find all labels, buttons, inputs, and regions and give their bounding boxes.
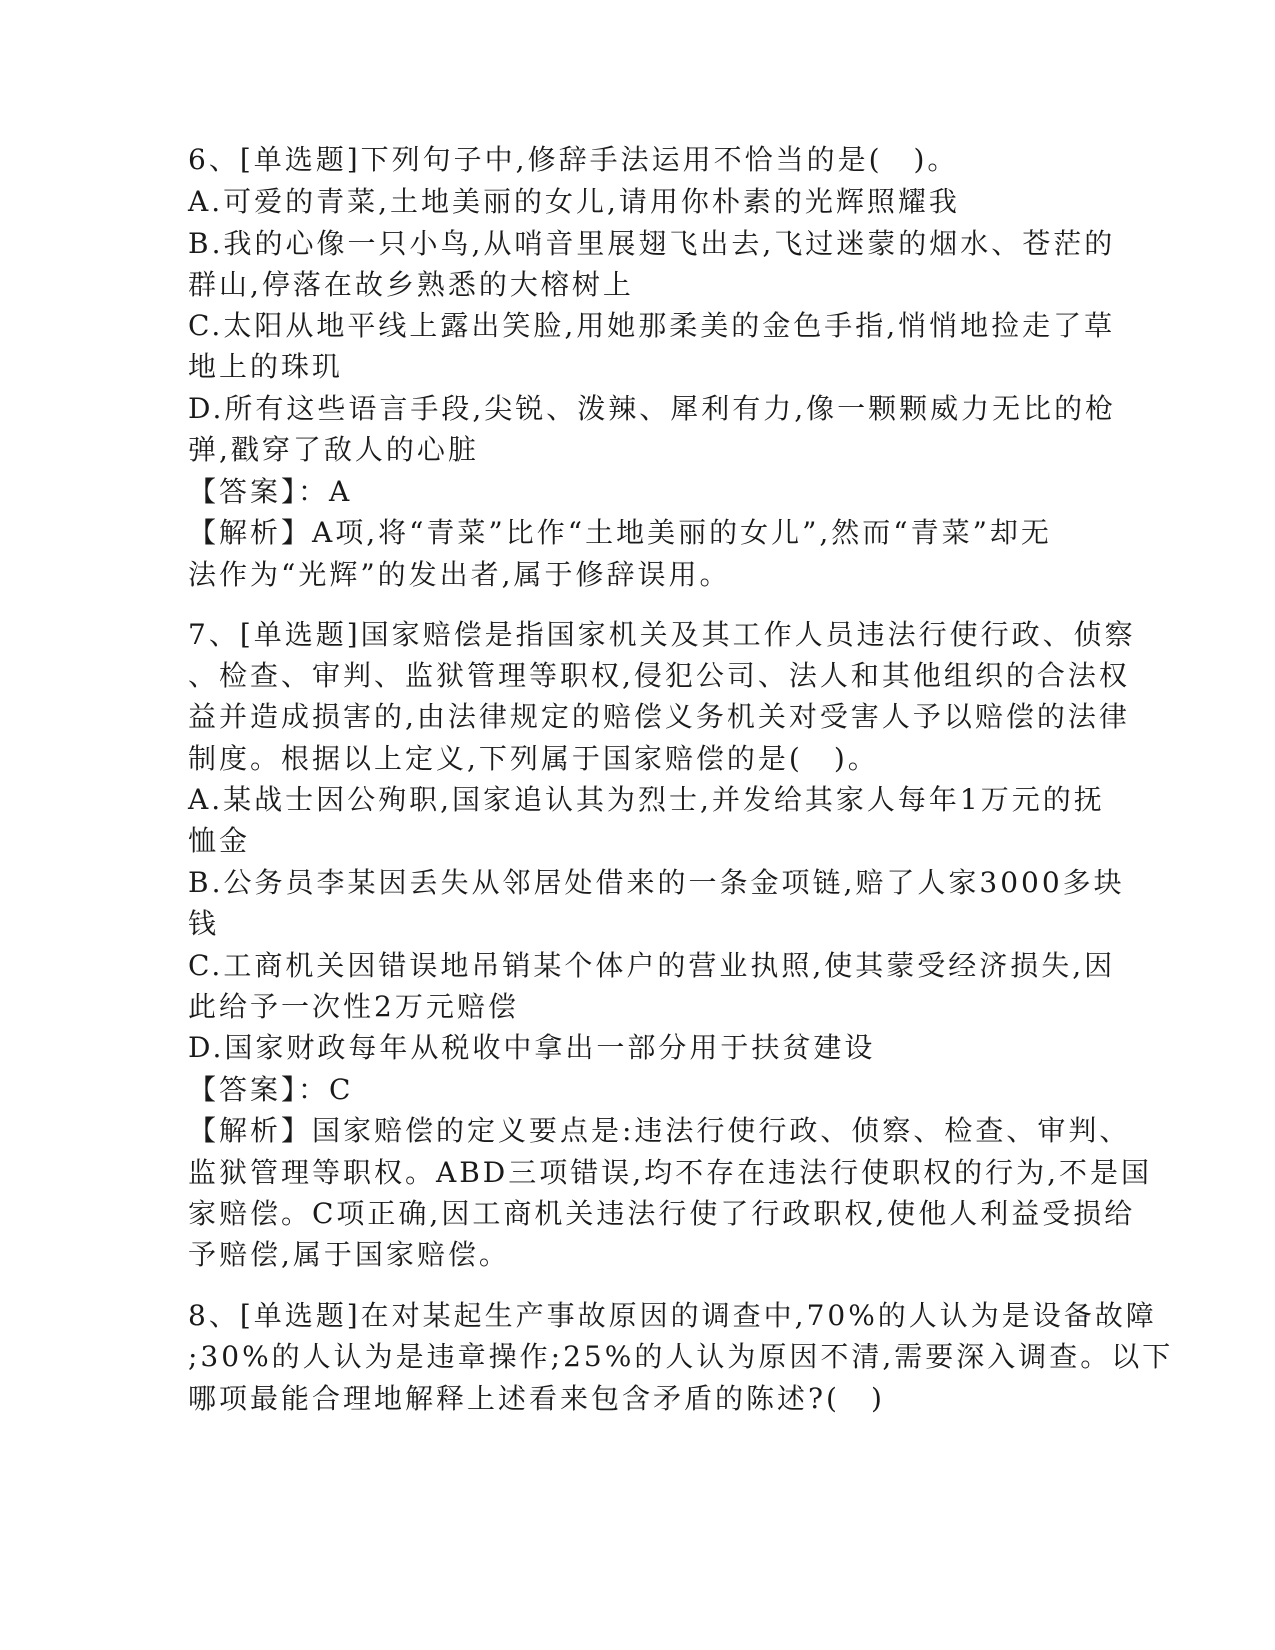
explanation-line-2: 监狱管理等职权。ABD三项错误,均不存在违法行使职权的行为,不是国 [188,1156,1153,1189]
question-stem-line-2: ;30%的人认为是违章操作;25%的人认为原因不清,需要深入调查。以下 [188,1340,1174,1373]
option-b: B.公务员李某因丢失从邻居处借来的一条金项链,赔了人家3000多块 [188,866,1125,899]
answer: 【答案】：A [188,475,353,508]
explanation-continued: 法作为“光辉”的发出者,属于修辞误用。 [188,558,731,591]
explanation-line-3: 家赔偿。C项正确,因工商机关违法行使了行政职权,使他人利益受损给 [188,1197,1136,1230]
option-d: D.所有这些语言手段,尖锐、泼辣、犀利有力,像一颗颗威力无比的枪 [188,392,1117,425]
question-stem-line-3: 哪项最能合理地解释上述看来包含矛盾的陈述?( ) [188,1382,885,1415]
question-stem-line-3: 益并造成损害的,由法律规定的赔偿义务机关对受害人予以赔偿的法律 [188,700,1130,733]
option-a: A.某战士因公殉职,国家追认其为烈士,并发给其家人每年1万元的抚 [188,783,1105,816]
option-c: C.工商机关因错误地吊销某个体户的营业执照,使其蒙受经济损失,因 [188,949,1116,982]
option-c-continued: 此给予一次性2万元赔偿 [188,990,519,1023]
option-d-continued: 弹,戳穿了敌人的心脏 [188,433,479,466]
question-stem: 7、[单选题]国家赔偿是指国家机关及其工作人员违法行使行政、侦察 [188,618,1136,651]
option-c: C.太阳从地平线上露出笑脸,用她那柔美的金色手指,悄悄地捡走了草 [188,309,1116,342]
option-a: A.可爱的青菜,土地美丽的女儿,请用你朴素的光辉照耀我 [188,185,960,218]
option-b: B.我的心像一只小鸟,从哨音里展翅飞出去,飞过迷蒙的烟水、苍茫的 [188,227,1116,260]
explanation-line-4: 予赔偿,属于国家赔偿。 [188,1238,510,1271]
answer: 【答案】：C [188,1073,354,1106]
question-stem: 6、[单选题]下列句子中,修辞手法运用不恰当的是( )。 [188,143,959,176]
question-stem-line-4: 制度。根据以上定义,下列属于国家赔偿的是( )。 [188,742,879,775]
explanation: 【解析】国家赔偿的定义要点是:违法行使行政、侦察、检查、审判、 [188,1114,1131,1147]
option-b-continued: 钱 [188,907,220,940]
option-d: D.国家财政每年从税收中拿出一部分用于扶贫建设 [188,1031,876,1064]
option-a-continued: 恤金 [188,824,251,857]
question-stem: 8、[单选题]在对某起生产事故原因的调查中,70%的人认为是设备故障 [188,1299,1157,1332]
explanation: 【解析】A项,将“青菜”比作“土地美丽的女儿”,然而“青菜”却无 [188,516,1052,549]
option-b-continued: 群山,停落在故乡熟悉的大榕树上 [188,268,634,301]
question-stem-line-2: 、检查、审判、监狱管理等职权,侵犯公司、法人和其他组织的合法权 [188,659,1130,692]
option-c-continued: 地上的珠玑 [188,350,344,383]
